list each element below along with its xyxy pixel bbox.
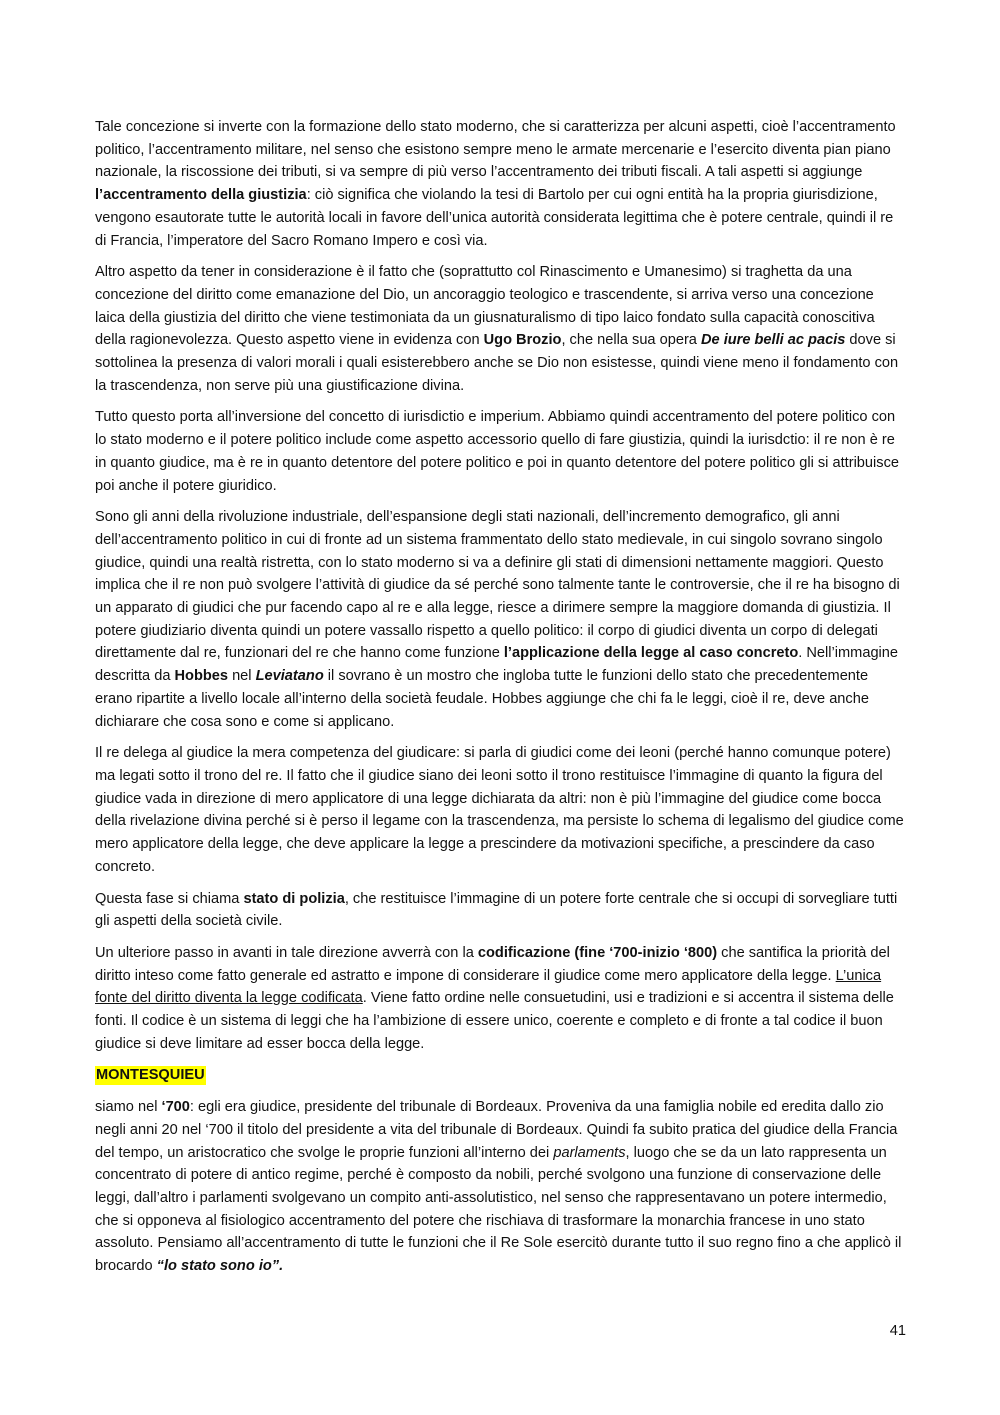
text-run: . Viene fatto ordine nelle consuetudini, usi e tradizioni e si accentra il sistema delle fonti. Il codice è un sistema di leggi che ha l’ambizione di essere unico, coerente e completo e di fronte a tal codice il buon giudice si deve limitare ad esser bocca della legge. bbox=[95, 990, 894, 1052]
text-run: Un ulteriore passo in avanti in tale direzione avverrà con la bbox=[95, 944, 478, 961]
bold-italic-text: “lo stato sono io”. bbox=[156, 1258, 284, 1275]
highlighted-heading: MONTESQUIEU bbox=[96, 1067, 205, 1084]
paragraph bbox=[95, 406, 907, 497]
document-body bbox=[95, 116, 907, 1287]
text-run: Questa fase si chiama bbox=[95, 890, 244, 907]
page-number: 41 bbox=[889, 1323, 906, 1339]
paragraph bbox=[95, 116, 907, 252]
section-heading bbox=[95, 1064, 907, 1087]
bold-text: stato di polizia bbox=[243, 890, 345, 907]
bold-italic-text: Leviatano bbox=[255, 668, 324, 685]
text-run: , che restituisce l’immagine di un potere forte centrale che si occupi di sorvegliare tutti gli aspetti della società civile. bbox=[95, 890, 898, 930]
paragraph bbox=[95, 942, 907, 1056]
paragraph bbox=[95, 888, 907, 933]
text-run: nel bbox=[228, 668, 256, 685]
bold-text: codificazione (fine ‘700-inizio ‘800) bbox=[477, 944, 718, 961]
text-run: Tutto questo porta all’inversione del concetto di iurisdictio e imperium. Abbiamo quindi accentramento del potere politico con lo stato moderno e il potere politico include come aspetto accessorio quello di fare giustizia, quindi la iurisdctio: il re non è re in quanto giudice, ma è re in quanto detentore del potere politico e poi in quanto detentore del potere politico gli si attribuisce poi anche il potere giuridico. bbox=[95, 409, 899, 494]
text-run: il sovrano è un mostro che ingloba tutte le funzioni dello stato che precedentemente erano ripartite a livello locale all’interno della società feudale. Hobbes aggiunge che chi fa le leggi, cioè il re, deve anche dichiarare che cosa sono e come si applicano. bbox=[95, 668, 869, 730]
text-run: Altro aspetto da tener in considerazione è il fatto che (soprattutto col Rinascimento e Umanesimo) si traghetta da una concezione del diritto come emanazione del Dio, un ancoraggio teologico e trascendente, si arriva verso una concezione laica della giustizia del diritto che viene testimoniata da un giusnaturalismo di tipo laico fondato sulla capacità conoscitiva della ragionevolezza. Questo aspetto viene in evidenza con bbox=[95, 264, 875, 349]
paragraph bbox=[95, 742, 907, 878]
text-run: che santifica la priorità del diritto inteso come fatto generale ed astratto e impone di considerare il giudice come mero applicatore della legge. bbox=[95, 944, 890, 984]
paragraph bbox=[95, 506, 907, 733]
paragraph bbox=[95, 261, 907, 397]
underlined-text: L’unica fonte del diritto diventa la legge codificata bbox=[95, 967, 882, 1007]
text-run: Il re delega al giudice la mera competenza del giudicare: si parla di giudici come dei leoni (perché hanno comunque potere) ma legati sotto il trono del re. Il fatto che il giudice siano dei leoni sotto il trono restituisce l’immagine di quanto la figura del giudice vada in direzione di mero applicatore di una legge dichiarata da altri: non è più l’immagine del giudice come bocca della rivelazione divina perché si è perso il legame con la trascendenza, ma persiste lo schema di legalismo del giudice come mero applicatore della legge, che deve applicare la legge a prescindere da motivazioni specifiche, a prescindere da caso concreto. bbox=[95, 745, 904, 875]
bold-text: Ugo Brozio bbox=[483, 332, 562, 349]
bold-text: Hobbes bbox=[174, 668, 229, 685]
text-run: : ciò significa che violando la tesi di Bartolo per cui ogni entità ha la propria giurisdizione, vengono esautorate tutte le autorità locali in favore dell’unica autorità considerata legittima che è potere centrale, quindi il re di Francia, l’imperatore del Sacro Romano Impero e così via. bbox=[95, 187, 894, 249]
bold-text: l’applicazione della legge al caso concreto bbox=[503, 645, 799, 662]
text-run: Sono gli anni della rivoluzione industriale, dell’espansione degli stati nazionali, dell’incremento demografico, gli anni dell’accentramento politico in cui di fronte ad un sistema frammentato dello stato medievale, in cui singolo sovrano singolo giudice, quindi una realtà ristretta, con lo stato moderno si va a definire gli stati di dimensioni nettamente maggiori. Questo implica che il re non può svolgere l’attività di giudice da sé perché sono talmente tante le controversie, che il re ha bisogno di un apparato di giudici che pur facendo capo al re e alla legge, riesce a dirimere sempre la maggiore domanda di giustizia. Il potere giudiziario diventa quindi un potere vassallo rispetto a quello politico: il corpo di giudici diventa un corpo di delegati direttamente dal re, funzionari del re che hanno come funzione bbox=[95, 509, 900, 662]
text-run: : egli era giudice, presidente del tribunale di Bordeaux. Proveniva da una famiglia nobile ed eredita dallo zio negli anni 20 nel ‘700 il titolo del presidente a vita del tribunale di Bordeaux. Quindi fa subito pratica del giudice della Francia del tempo, un aristocratico che svolge le proprie funzioni all’interno dei bbox=[95, 1099, 898, 1161]
text-run: siamo nel bbox=[95, 1099, 162, 1116]
text-run: , luogo che se da un lato rappresenta un concentrato di potere di antico regime, perché è composto da nobili, perché svolgono una funzione di conservazione delle leggi, dall’altro i parlamenti svolgevano un compito anti-assolutistico, nel senso che rappresentavano un potere intermedio, che si opponeva al fisiologico accentramento del potere che rischiava di trasformare la monarchia francese in uno stato assoluto. Pensiamo all’accentramento di tutte le funzioni che il Re Sole esercitò durante tutto il suo regno fino a che applicò il brocardo bbox=[95, 1144, 902, 1275]
text-run: dove si sottolinea la presenza di valori morali i quali esisterebbero anche se Dio non esistesse, quindi viene meno il fondamento con la trascendenza, non serve più una giustificazione divina. bbox=[95, 332, 899, 394]
text-run: . Nell’immagine descritta da bbox=[95, 645, 899, 685]
italic-text: parlaments bbox=[553, 1144, 626, 1161]
bold-italic-text: De iure belli ac pacis bbox=[700, 332, 846, 349]
bold-text: l’accentramento della giustizia bbox=[95, 187, 307, 204]
paragraph bbox=[95, 1096, 907, 1278]
text-run: , che nella sua opera bbox=[561, 332, 701, 349]
bold-text: ‘700 bbox=[161, 1099, 190, 1116]
text-run: Tale concezione si inverte con la formazione dello stato moderno, che si caratterizza per alcuni aspetti, cioè l’accentramento politico, l’accentramento militare, nel senso che esistono sempre meno le armate mercenarie e l’esercito diventa pian piano nazionale, la riscossione dei tributi, si va sempre di più verso l’accentramento dei tributi fiscali. A tali aspetti si aggiunge bbox=[95, 119, 896, 181]
